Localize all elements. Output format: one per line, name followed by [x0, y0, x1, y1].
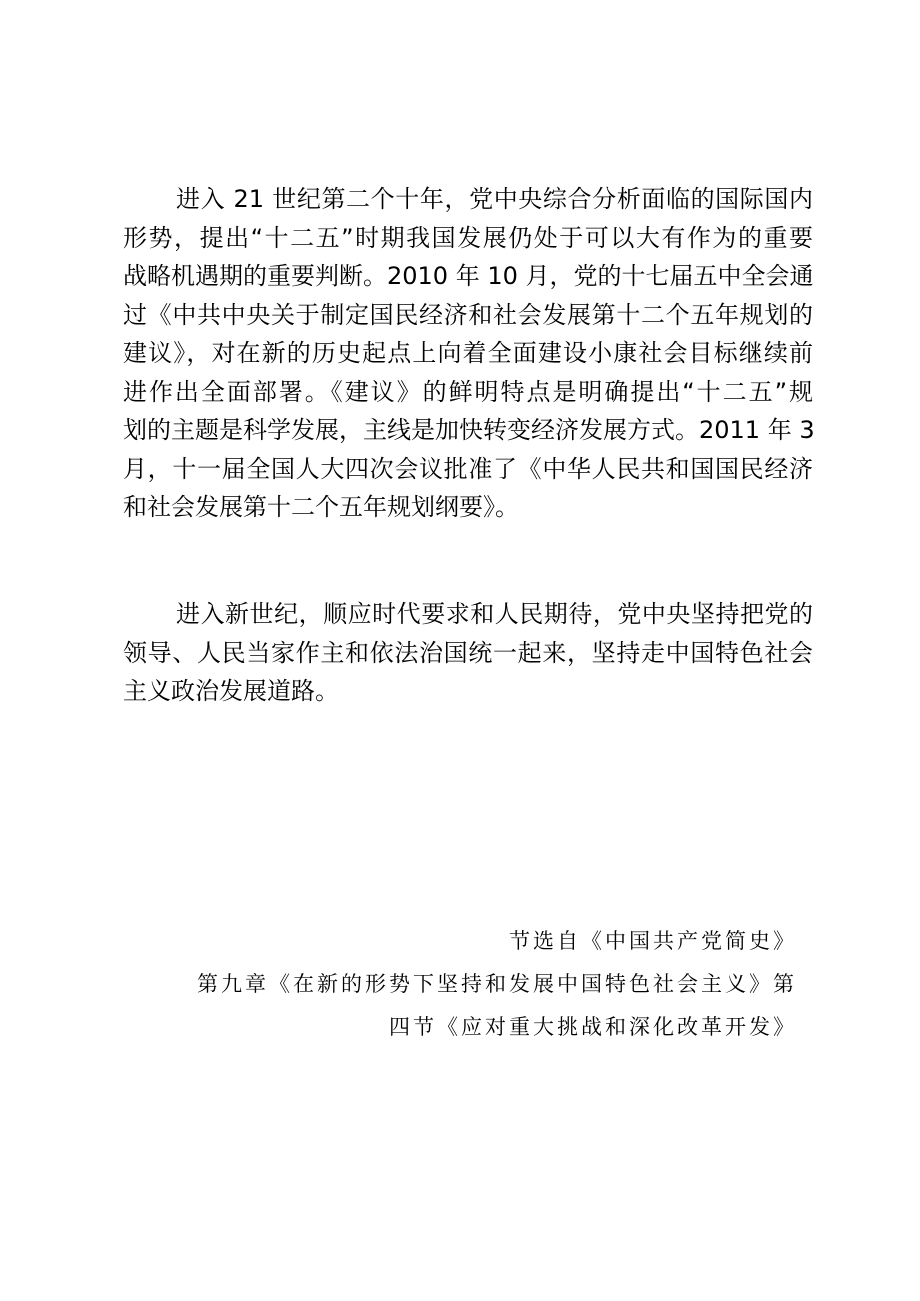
paragraph-line: 划的主题是科学发展，主线是加快转变经济发展方式。2011 年 3	[123, 416, 815, 444]
paragraph-line: 月，十一届全国人大四次会议批准了《中华人民共和国国民经济	[123, 454, 813, 483]
paragraph-2	[123, 595, 813, 711]
paragraph-line: 过《中共中央关于制定国民经济和社会发展第十二个五年规划的	[123, 300, 813, 329]
source-citation	[197, 920, 797, 1049]
paragraph-line: 进入 21 世纪第二个十年，党中央综合分析面临的国际国内	[176, 185, 813, 213]
source-line-section: 四节《应对重大挑战和深化改革开发》	[389, 1015, 797, 1039]
paragraph-line: 进入新世纪，顺应时代要求和人民期待，党中央坚持把党的	[176, 600, 813, 628]
paragraph-line: 领导、人民当家作主和依法治国统一起来，坚持走中国特色社会	[123, 638, 813, 667]
paragraph-line: 建议》，对在新的历史起点上向着全面建设小康社会目标继续前	[123, 339, 813, 367]
source-line-chapter: 第九章《在新的形势下坚持和发展中国特色社会主义》第	[197, 972, 797, 996]
paragraph-line: 主义政治发展道路。	[123, 677, 339, 705]
paragraph-1	[123, 180, 813, 527]
paragraph-line: 进作出全面部署。《建议》的鲜明特点是明确提出“十二五”规	[123, 377, 813, 406]
paragraph-line: 和社会发展第十二个五年规划纲要》。	[123, 493, 519, 521]
paragraph-line: 战略机遇期的重要判断。2010 年 10 月，党的十七届五中全会通	[123, 262, 814, 290]
source-line-book: 节选自《中国共产党简史》	[509, 929, 797, 953]
paragraph-line: 形势，提出“十二五”时期我国发展仍处于可以大有作为的重要	[123, 223, 813, 252]
